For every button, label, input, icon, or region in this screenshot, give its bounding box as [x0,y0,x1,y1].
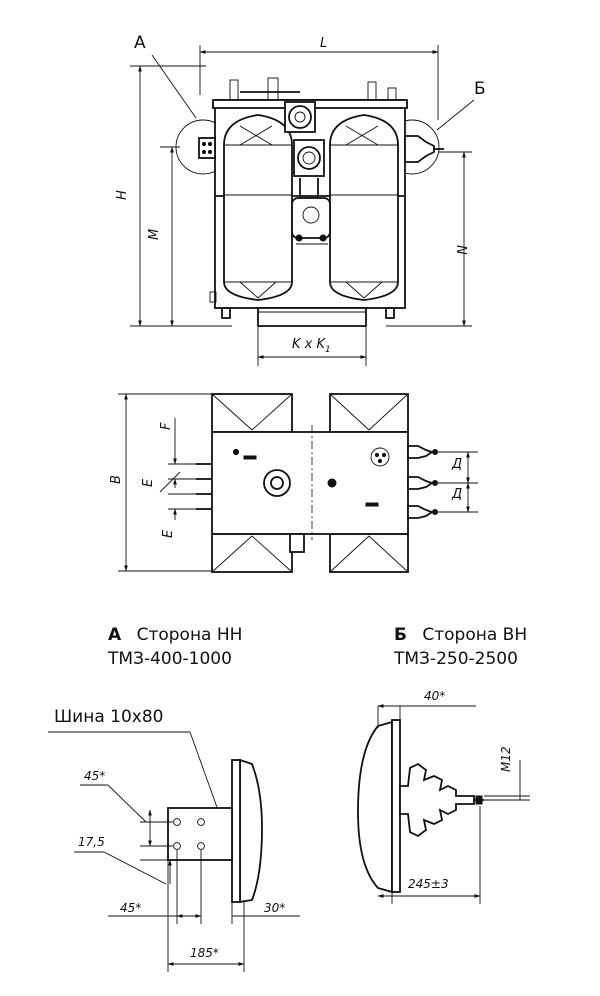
dim-17-5: 17,5 [78,835,105,849]
detail-a-drawing [48,707,300,972]
dim-185: 185* [190,946,219,960]
svg-text:А Сторона НН [108,625,242,645]
detail-a-model: ТМЗ-400-1000 [108,649,232,669]
view-b-letter: Б [474,79,486,99]
dim-45-top: 45* [84,769,106,783]
dim-245: 245±3 [408,877,449,891]
dim-45-bottom: 45* [120,901,142,915]
dim-D-lower: Д [452,487,463,502]
detail-a-letter: А [108,625,122,645]
detail-b-model: ТМЗ-250-2500 [394,649,518,669]
detail-a-title-text: Сторона НН [136,625,243,645]
dim-L: L [320,36,328,51]
dim-E-upper: E [141,478,156,487]
dim-H: H [115,190,130,200]
dim-m12: М12 [499,746,513,772]
detail-b-title [393,625,527,669]
dim-E-lower: E [161,529,176,538]
detail-b-drawing [358,689,530,904]
dim-KxK1: K x $K_1$ [292,337,331,355]
detail-b-title-text: Сторона ВН [422,625,528,645]
svg-text:Б Сторона ВН [394,625,527,645]
dim-30: 30* [264,901,286,915]
bus-label: Шина 10х80 [54,707,164,727]
dim-40: 40* [424,689,446,703]
view-a-letter: А [134,33,146,53]
dim-F: F [159,422,174,430]
dim-B: B [109,475,124,484]
top-view [109,394,478,572]
detail-a-title [107,625,242,669]
dim-N: N [453,245,468,255]
detail-b-letter: Б [394,625,407,645]
dim-D-upper: Д [452,457,463,472]
dim-M: M [147,228,162,240]
front-view [115,33,486,366]
hv-bushings [408,446,438,518]
